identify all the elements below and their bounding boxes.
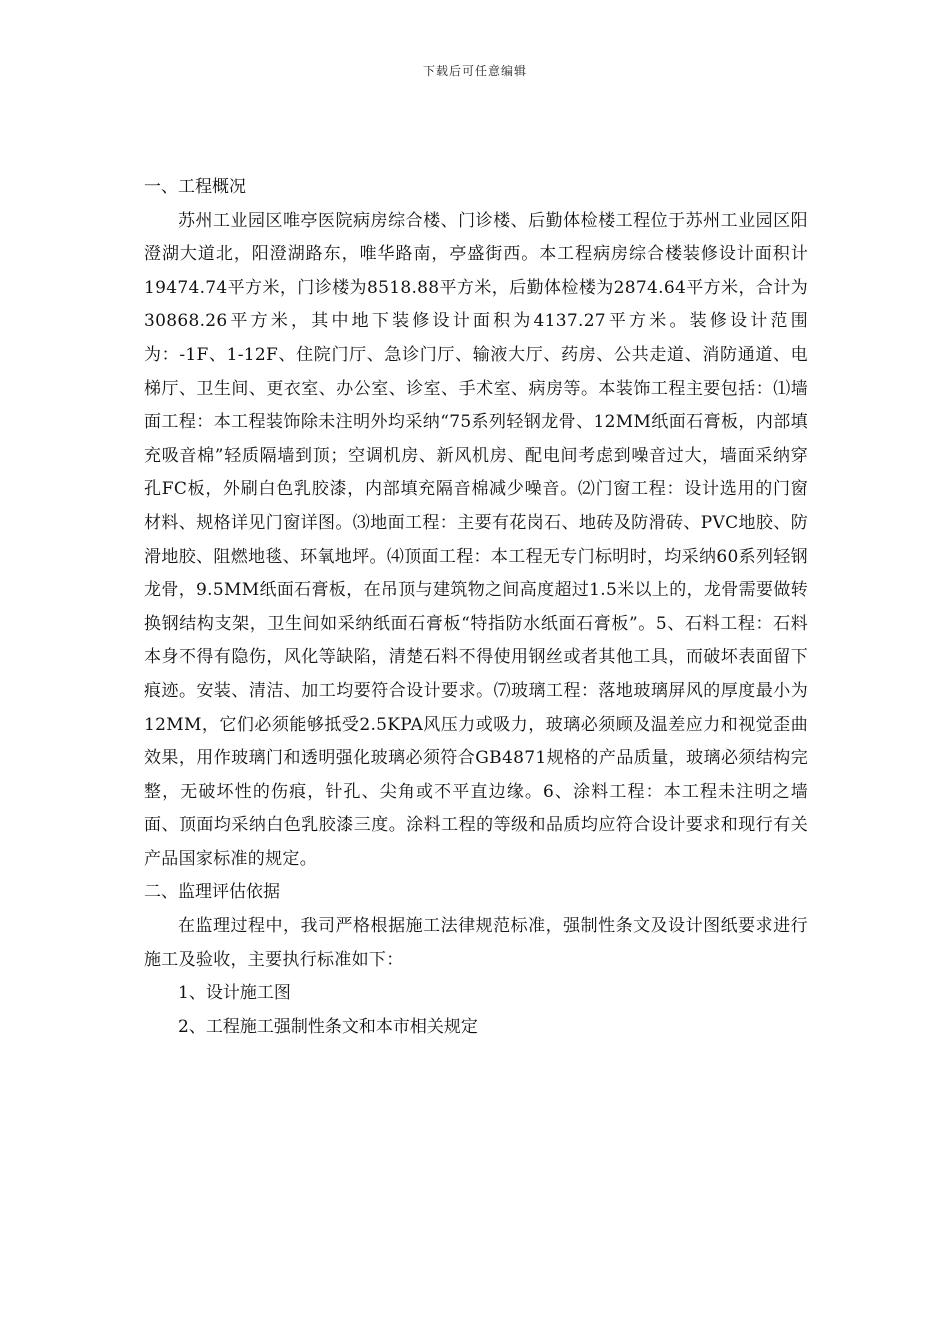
section-heading-basis: 二、监理评估依据 <box>144 882 280 903</box>
page-header: 下载后可任意编辑 <box>422 64 527 78</box>
section-heading-overview: 一、工程概况 <box>144 177 246 197</box>
overview-paragraph: 苏州工业园区唯亭医院病房综合楼、门诊楼、后勤体检楼工程位于苏州工业园区阳澄湖大道北，阳澄湖路东，唯华路南，亭盛街西。本工程病房综合楼装修设计面积计19474.74平方米，门诊楼为8518.88平方米，后勤体检楼为2874.64平方米，合计为30868.26平方米，其中地下装修设计面积为4137.27平方米。装修设计范围为：-1F、1-12F、住院门厅、急诊门厅、输液大厅、药房、公共走道、消防通道、电梯厅、卫生间、更衣室、办公室、诊室、手术室、病房等。本装饰工程主要包括：⑴墙面工程：本工程装饰除未注明外均采纳“75系列轻钢龙骨、12MM纸面石膏板，内部填充吸音棉”轻质隔墙到顶；空调机房、新风机房、配电间考虑到噪音过大，墙面采纳穿孔FC板，外刷白色乳胶漆，内部填充隔音棉减少噪音。⑵门窗工程：设计选用的门窗材料、规格详见门窗详图。⑶地面工程：主要有花岗石、地砖及防滑砖、PVC地胶、防滑地胶、阻燃地毯、环氧地坪。⑷顶面工程：本工程无专门标明时，均采纳60系列轻钢龙骨，9.5MM纸面石膏板，在吊顶与建筑物之间高度超过1.5米以上的，龙骨需要做转换钢结构支架，卫生间如采纳纸面石膏板“特指防水纸面石膏板”。5、石料工程：石料本身不得有隐伤，风化等缺陷，清楚石料不得使用钢丝或者其他工具，而破坏表面留下痕迹。安装、清洁、加工均要符合设计要求。⑺玻璃工程：落地玻璃屏风的厚度最小为12MM，它们必须能够抵受2.5KPA风压力或吸力，玻璃必须顾及温差应力和视觉歪曲效果，用作玻璃门和透明强化玻璃必须符合GB4871规格的产品质量，玻璃必须结构完整，无破坏性的伤痕，针孔、尖角或不平直边缘。6、涂料工程：本工程未注明之墙面、顶面均采纳白色乳胶漆三度。涂料工程的等级和品质均应符合设计要求和现行有关产品国家标准的规定。 <box>144 210 808 869</box>
list-item: 2、工程施工强制性条文和本市相关规定 <box>178 1016 478 1037</box>
basis-paragraph: 在监理过程中，我司严格根据施工法律规范标准，强制性条文及设计图纸要求进行施工及验收，主要执行标准如下： <box>144 916 808 970</box>
document-body <box>144 171 808 1044</box>
list-item: 1、设计施工图 <box>178 983 291 1004</box>
